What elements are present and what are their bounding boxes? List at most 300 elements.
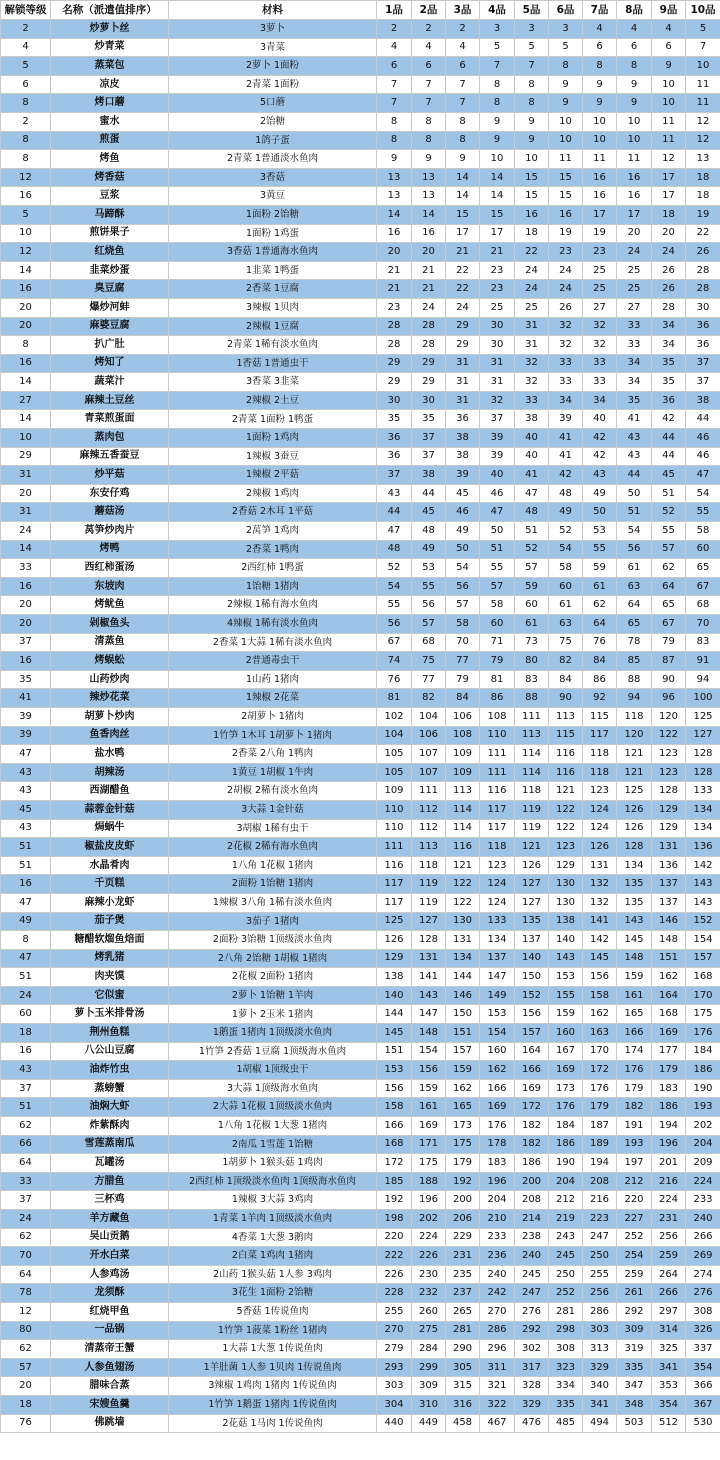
quality-3-cell: 134 — [446, 949, 480, 968]
quality-4-cell: 79 — [480, 652, 515, 671]
table-row — [1, 94, 720, 113]
quality-7-cell: 19 — [583, 224, 617, 243]
quality-7-cell: 141 — [583, 912, 617, 931]
quality-3-cell: 116 — [446, 838, 480, 857]
quality-7-cell: 132 — [583, 893, 617, 912]
table-row — [1, 670, 720, 689]
quality-8-cell: 191 — [617, 1117, 652, 1136]
unlock-level-cell: 5 — [1, 205, 51, 224]
dish-name-cell: 鱼香肉丝 — [51, 726, 169, 745]
quality-8-cell: 9 — [617, 94, 652, 113]
quality-3-cell: 151 — [446, 1024, 480, 1043]
materials-cell: 1鸽子蛋 — [169, 131, 377, 150]
quality-5-cell: 182 — [515, 1135, 549, 1154]
quality-6-cell: 298 — [549, 1321, 583, 1340]
quality-9-cell: 151 — [652, 949, 686, 968]
materials-cell: 1萝卜 2玉米 1猪肉 — [169, 1005, 377, 1024]
quality-4-cell: 21 — [480, 243, 515, 262]
quality-9-cell: 10 — [652, 94, 686, 113]
quality-3-cell: 175 — [446, 1135, 480, 1154]
quality-6-cell: 159 — [549, 1005, 583, 1024]
quality-9-cell: 17 — [652, 187, 686, 206]
quality-8-cell: 16 — [617, 187, 652, 206]
quality-9-cell: 11 — [652, 131, 686, 150]
quality-8-cell: 9 — [617, 75, 652, 94]
quality-7-cell: 84 — [583, 652, 617, 671]
quality-4-cell: 147 — [480, 968, 515, 987]
table-row — [1, 1228, 720, 1247]
unlock-level-cell: 20 — [1, 596, 51, 615]
quality-2-cell: 284 — [412, 1340, 446, 1359]
quality-2-cell: 35 — [412, 410, 446, 429]
table-row — [1, 893, 720, 912]
quality-5-cell: 114 — [515, 745, 549, 764]
quality-2-cell: 57 — [412, 615, 446, 634]
materials-cell: 2八角 2饴糖 1胡椒 1猪肉 — [169, 949, 377, 968]
quality-7-cell: 16 — [583, 187, 617, 206]
quality-1-cell: 151 — [377, 1042, 412, 1061]
quality-1-cell: 144 — [377, 1005, 412, 1024]
quality-8-cell: 11 — [617, 150, 652, 169]
quality-10-cell: 152 — [686, 912, 720, 931]
quality-2-cell: 111 — [412, 782, 446, 801]
quality-2-cell: 21 — [412, 261, 446, 280]
materials-cell: 2青菜 1面粉 1鸭蛋 — [169, 410, 377, 429]
materials-cell: 2香菜 1鸭肉 — [169, 540, 377, 559]
quality-2-cell: 202 — [412, 1210, 446, 1229]
quality-5-cell: 61 — [515, 615, 549, 634]
quality-3-cell: 130 — [446, 912, 480, 931]
quality-7-cell: 494 — [583, 1414, 617, 1433]
quality-6-cell: 32 — [549, 336, 583, 355]
quality-7-cell: 64 — [583, 615, 617, 634]
quality-7-cell: 62 — [583, 596, 617, 615]
dish-name-cell: 马蹄酥 — [51, 205, 169, 224]
quality-9-cell: 11 — [652, 112, 686, 131]
quality-7-cell: 132 — [583, 875, 617, 894]
table-row — [1, 57, 720, 76]
quality-9-cell: 177 — [652, 1042, 686, 1061]
quality-5-cell: 200 — [515, 1172, 549, 1191]
quality-10-cell: 240 — [686, 1210, 720, 1229]
table-row — [1, 1377, 720, 1396]
unlock-level-cell: 16 — [1, 875, 51, 894]
quality-9-cell: 186 — [652, 1098, 686, 1117]
quality-6-cell: 16 — [549, 205, 583, 224]
table-row — [1, 522, 720, 541]
quality-3-cell: 316 — [446, 1395, 480, 1414]
quality-7-cell: 255 — [583, 1265, 617, 1284]
quality-3-cell: 46 — [446, 503, 480, 522]
quality-2-cell: 112 — [412, 819, 446, 838]
quality-2-cell: 37 — [412, 429, 446, 448]
unlock-level-cell: 31 — [1, 503, 51, 522]
quality-10-cell: 46 — [686, 447, 720, 466]
quality-10-cell: 209 — [686, 1154, 720, 1173]
materials-cell: 3茄子 1猪肉 — [169, 912, 377, 931]
quality-2-cell: 143 — [412, 986, 446, 1005]
quality-5-cell: 16 — [515, 205, 549, 224]
quality-7-cell: 123 — [583, 782, 617, 801]
quality-4-cell: 14 — [480, 168, 515, 187]
quality-3-cell: 24 — [446, 298, 480, 317]
quality-3-cell: 265 — [446, 1302, 480, 1321]
quality-8-cell: 94 — [617, 689, 652, 708]
quality-6-cell: 61 — [549, 596, 583, 615]
quality-8-cell: 161 — [617, 986, 652, 1005]
table-row — [1, 819, 720, 838]
unlock-level-cell: 57 — [1, 1358, 51, 1377]
table-row — [1, 466, 720, 485]
quality-6-cell: 219 — [549, 1210, 583, 1229]
quality-5-cell: 33 — [515, 391, 549, 410]
quality-4-cell: 118 — [480, 838, 515, 857]
quality-1-cell: 228 — [377, 1284, 412, 1303]
quality-6-cell: 23 — [549, 243, 583, 262]
quality-4-cell: 311 — [480, 1358, 515, 1377]
quality-9-cell: 67 — [652, 615, 686, 634]
unlock-level-cell: 78 — [1, 1284, 51, 1303]
quality-1-cell: 125 — [377, 912, 412, 931]
quality-3-cell: 56 — [446, 577, 480, 596]
table-row — [1, 1265, 720, 1284]
materials-cell: 2西红柿 1顶级淡水鱼肉 1顶级海水鱼肉 — [169, 1172, 377, 1191]
table-row — [1, 150, 720, 169]
quality-4-cell: 183 — [480, 1154, 515, 1173]
quality-10-cell: 184 — [686, 1042, 720, 1061]
quality-4-cell: 149 — [480, 986, 515, 1005]
quality-7-cell: 156 — [583, 968, 617, 987]
quality-9-cell: 17 — [652, 168, 686, 187]
dish-name-cell: 爆炒河蚌 — [51, 298, 169, 317]
quality-7-cell: 9 — [583, 75, 617, 94]
quality-1-cell: 109 — [377, 782, 412, 801]
quality-7-cell: 313 — [583, 1340, 617, 1359]
quality-5-cell: 245 — [515, 1265, 549, 1284]
quality-2-cell: 9 — [412, 150, 446, 169]
table-row — [1, 838, 720, 857]
materials-cell: 2西红柿 1鸭蛋 — [169, 559, 377, 578]
quality-5-cell: 302 — [515, 1340, 549, 1359]
quality-1-cell: 140 — [377, 986, 412, 1005]
quality-7-cell: 115 — [583, 707, 617, 726]
quality-8-cell: 65 — [617, 615, 652, 634]
quality-3-cell: 38 — [446, 447, 480, 466]
quality-1-cell: 23 — [377, 298, 412, 317]
quality-5-cell: 292 — [515, 1321, 549, 1340]
quality-9-cell: 123 — [652, 745, 686, 764]
quality-1-cell: 20 — [377, 243, 412, 262]
table-row — [1, 243, 720, 262]
quality-5-cell: 22 — [515, 243, 549, 262]
quality-4-cell: 23 — [480, 261, 515, 280]
quality-3-cell: 315 — [446, 1377, 480, 1396]
quality-2-cell: 175 — [412, 1154, 446, 1173]
dish-name-cell: 胡辣汤 — [51, 763, 169, 782]
quality-3-cell: 21 — [446, 243, 480, 262]
dish-name-cell: 腊味合蒸 — [51, 1377, 169, 1396]
table-body — [1, 20, 720, 1433]
quality-3-cell: 22 — [446, 280, 480, 299]
dish-name-cell: 八公山豆腐 — [51, 1042, 169, 1061]
materials-cell: 2莴笋 1鸡肉 — [169, 522, 377, 541]
dish-name-cell: 蒸肉包 — [51, 429, 169, 448]
quality-1-cell: 138 — [377, 968, 412, 987]
materials-cell: 1鹅蛋 1猪肉 1顶级淡水鱼肉 — [169, 1024, 377, 1043]
table-row — [1, 1302, 720, 1321]
dish-name-cell: 糖醋软熘鱼焙面 — [51, 931, 169, 950]
quality-10-cell: 274 — [686, 1265, 720, 1284]
quality-4-cell: 7 — [480, 57, 515, 76]
quality-8-cell: 34 — [617, 373, 652, 392]
table-row — [1, 726, 720, 745]
quality-3-cell: 39 — [446, 466, 480, 485]
quality-2-cell: 112 — [412, 800, 446, 819]
unlock-level-cell: 37 — [1, 633, 51, 652]
quality-5-cell: 24 — [515, 280, 549, 299]
materials-cell: 5口蘑 — [169, 94, 377, 113]
quality-9-cell: 6 — [652, 38, 686, 57]
quality-7-cell: 341 — [583, 1395, 617, 1414]
quality-1-cell: 2 — [377, 20, 412, 39]
table-row — [1, 1042, 720, 1061]
quality-3-cell: 15 — [446, 205, 480, 224]
quality-9-cell: 297 — [652, 1302, 686, 1321]
quality-2-cell: 169 — [412, 1117, 446, 1136]
quality-7-cell: 86 — [583, 670, 617, 689]
quality-8-cell: 54 — [617, 522, 652, 541]
quality-6-cell: 41 — [549, 447, 583, 466]
quality-5-cell: 127 — [515, 893, 549, 912]
quality-1-cell: 47 — [377, 522, 412, 541]
quality-4-cell: 32 — [480, 391, 515, 410]
quality-9-cell: 62 — [652, 559, 686, 578]
dish-name-cell: 豆浆 — [51, 187, 169, 206]
quality-4-cell: 46 — [480, 484, 515, 503]
quality-6-cell: 11 — [549, 150, 583, 169]
quality-2-cell: 127 — [412, 912, 446, 931]
quality-5-cell: 7 — [515, 57, 549, 76]
quality-1-cell: 145 — [377, 1024, 412, 1043]
quality-7-cell: 43 — [583, 466, 617, 485]
quality-4-cell: 86 — [480, 689, 515, 708]
quality-3-cell: 206 — [446, 1210, 480, 1229]
quality-10-cell: 127 — [686, 726, 720, 745]
quality-1-cell: 222 — [377, 1247, 412, 1266]
quality-5-cell: 8 — [515, 94, 549, 113]
quality-3-cell: 281 — [446, 1321, 480, 1340]
dish-name-cell: 麻辣土豆丝 — [51, 391, 169, 410]
dish-name-cell: 椒盐皮皮虾 — [51, 838, 169, 857]
unlock-level-cell: 45 — [1, 800, 51, 819]
quality-9-cell: 201 — [652, 1154, 686, 1173]
materials-cell: 2花菇 1马肉 1传说鱼肉 — [169, 1414, 377, 1433]
quality-6-cell: 19 — [549, 224, 583, 243]
quality-10-cell: 54 — [686, 484, 720, 503]
table-row — [1, 1172, 720, 1191]
quality-2-cell: 159 — [412, 1079, 446, 1098]
unlock-level-cell: 12 — [1, 243, 51, 262]
quality-9-cell: 44 — [652, 447, 686, 466]
quality-2-cell: 28 — [412, 317, 446, 336]
quality-4-cell: 176 — [480, 1117, 515, 1136]
quality-2-cell: 299 — [412, 1358, 446, 1377]
unlock-level-cell: 10 — [1, 224, 51, 243]
quality-5-cell: 150 — [515, 968, 549, 987]
quality-3-cell: 122 — [446, 893, 480, 912]
quality-7-cell: 4 — [583, 20, 617, 39]
quality-6-cell: 143 — [549, 949, 583, 968]
unlock-level-cell: 14 — [1, 261, 51, 280]
quality-4-cell: 57 — [480, 577, 515, 596]
table-row — [1, 410, 720, 429]
quality-10-cell: 143 — [686, 875, 720, 894]
quality-2-cell: 6 — [412, 57, 446, 76]
quality-9-cell: 10 — [652, 75, 686, 94]
quality-6-cell: 323 — [549, 1358, 583, 1377]
table-row — [1, 800, 720, 819]
quality-7-cell: 10 — [583, 131, 617, 150]
quality-6-cell: 48 — [549, 484, 583, 503]
dish-name-cell: 蘑菇汤 — [51, 503, 169, 522]
quality-4-cell: 60 — [480, 615, 515, 634]
table-row — [1, 1191, 720, 1210]
quality-1-cell: 4 — [377, 38, 412, 57]
quality-5-cell: 59 — [515, 577, 549, 596]
quality-3-cell: 179 — [446, 1154, 480, 1173]
quality-10-cell: 30 — [686, 298, 720, 317]
quality-5-cell: 328 — [515, 1377, 549, 1396]
quality-6-cell: 41 — [549, 429, 583, 448]
quality-1-cell: 14 — [377, 205, 412, 224]
quality-10-cell: 68 — [686, 596, 720, 615]
quality-5-cell: 18 — [515, 224, 549, 243]
materials-cell: 1饴糖 1猪肉 — [169, 577, 377, 596]
table-row — [1, 763, 720, 782]
quality-10-cell: 60 — [686, 540, 720, 559]
quality-3-cell: 49 — [446, 522, 480, 541]
materials-cell: 1竹笋 1木耳 1胡萝卜 1猪肉 — [169, 726, 377, 745]
unlock-level-cell: 18 — [1, 1024, 51, 1043]
quality-2-cell: 24 — [412, 298, 446, 317]
unlock-level-cell: 2 — [1, 112, 51, 131]
dish-name-cell: 辣炒花菜 — [51, 689, 169, 708]
quality-5-cell: 240 — [515, 1247, 549, 1266]
table-row — [1, 1005, 720, 1024]
quality-9-cell: 28 — [652, 298, 686, 317]
dish-name-cell: 蒸菜包 — [51, 57, 169, 76]
quality-10-cell: 157 — [686, 949, 720, 968]
quality-2-cell: 7 — [412, 75, 446, 94]
dish-name-cell: 烤鸭 — [51, 540, 169, 559]
unlock-level-cell: 51 — [1, 968, 51, 987]
table-row — [1, 1135, 720, 1154]
quality-3-cell: 45 — [446, 484, 480, 503]
quality-2-cell: 55 — [412, 577, 446, 596]
unlock-level-cell: 35 — [1, 670, 51, 689]
quality-1-cell: 81 — [377, 689, 412, 708]
quality-4-cell: 8 — [480, 75, 515, 94]
quality-9-cell: 341 — [652, 1358, 686, 1377]
dish-name-cell: 烤知了 — [51, 354, 169, 373]
quality-1-cell: 16 — [377, 224, 412, 243]
quality-4-cell: 204 — [480, 1191, 515, 1210]
quality-6-cell: 33 — [549, 354, 583, 373]
materials-cell: 2辣椒 1稀有海水鱼肉 — [169, 596, 377, 615]
unlock-level-cell: 33 — [1, 559, 51, 578]
quality-8-cell: 212 — [617, 1172, 652, 1191]
quality-4-cell: 23 — [480, 280, 515, 299]
table-row — [1, 1247, 720, 1266]
table-row — [1, 224, 720, 243]
quality-5-cell: 40 — [515, 447, 549, 466]
quality-8-cell: 43 — [617, 447, 652, 466]
quality-9-cell: 137 — [652, 875, 686, 894]
quality-9-cell: 169 — [652, 1024, 686, 1043]
quality-1-cell: 29 — [377, 373, 412, 392]
quality-2-cell: 48 — [412, 522, 446, 541]
unlock-level-cell: 8 — [1, 131, 51, 150]
materials-cell: 2萝卜 1饴糖 1羊肉 — [169, 986, 377, 1005]
quality-10-cell: 308 — [686, 1302, 720, 1321]
quality-8-cell: 159 — [617, 968, 652, 987]
table-row — [1, 503, 720, 522]
quality-7-cell: 179 — [583, 1098, 617, 1117]
quality-10-cell: 530 — [686, 1414, 720, 1433]
quality-4-cell: 31 — [480, 373, 515, 392]
quality-1-cell: 21 — [377, 280, 412, 299]
quality-5-cell: 247 — [515, 1284, 549, 1303]
dish-name-cell: 油焖大虾 — [51, 1098, 169, 1117]
quality-8-cell: 148 — [617, 949, 652, 968]
table-row — [1, 1340, 720, 1359]
table-row — [1, 782, 720, 801]
quality-10-cell: 128 — [686, 763, 720, 782]
quality-7-cell: 34 — [583, 391, 617, 410]
quality-8-cell: 252 — [617, 1228, 652, 1247]
header-quality-6: 6品 — [549, 1, 583, 20]
unlock-level-cell: 16 — [1, 187, 51, 206]
dish-name-cell: 山药炒肉 — [51, 670, 169, 689]
quality-9-cell: 216 — [652, 1172, 686, 1191]
quality-4-cell: 47 — [480, 503, 515, 522]
materials-cell: 1辣椒 3八角 1稀有淡水鱼肉 — [169, 893, 377, 912]
quality-5-cell: 169 — [515, 1079, 549, 1098]
quality-2-cell: 53 — [412, 559, 446, 578]
quality-5-cell: 15 — [515, 168, 549, 187]
quality-9-cell: 259 — [652, 1247, 686, 1266]
quality-5-cell: 172 — [515, 1098, 549, 1117]
quality-7-cell: 163 — [583, 1024, 617, 1043]
dish-name-cell: 西湖醋鱼 — [51, 782, 169, 801]
quality-4-cell: 14 — [480, 187, 515, 206]
quality-9-cell: 120 — [652, 707, 686, 726]
quality-5-cell: 15 — [515, 187, 549, 206]
quality-5-cell: 119 — [515, 800, 549, 819]
quality-2-cell: 113 — [412, 838, 446, 857]
quality-8-cell: 165 — [617, 1005, 652, 1024]
quality-9-cell: 146 — [652, 912, 686, 931]
quality-5-cell: 137 — [515, 931, 549, 950]
quality-9-cell: 129 — [652, 819, 686, 838]
quality-10-cell: 83 — [686, 633, 720, 652]
quality-1-cell: 44 — [377, 503, 412, 522]
quality-7-cell: 118 — [583, 763, 617, 782]
quality-2-cell: 13 — [412, 168, 446, 187]
quality-8-cell: 20 — [617, 224, 652, 243]
quality-3-cell: 200 — [446, 1191, 480, 1210]
unlock-level-cell: 47 — [1, 949, 51, 968]
